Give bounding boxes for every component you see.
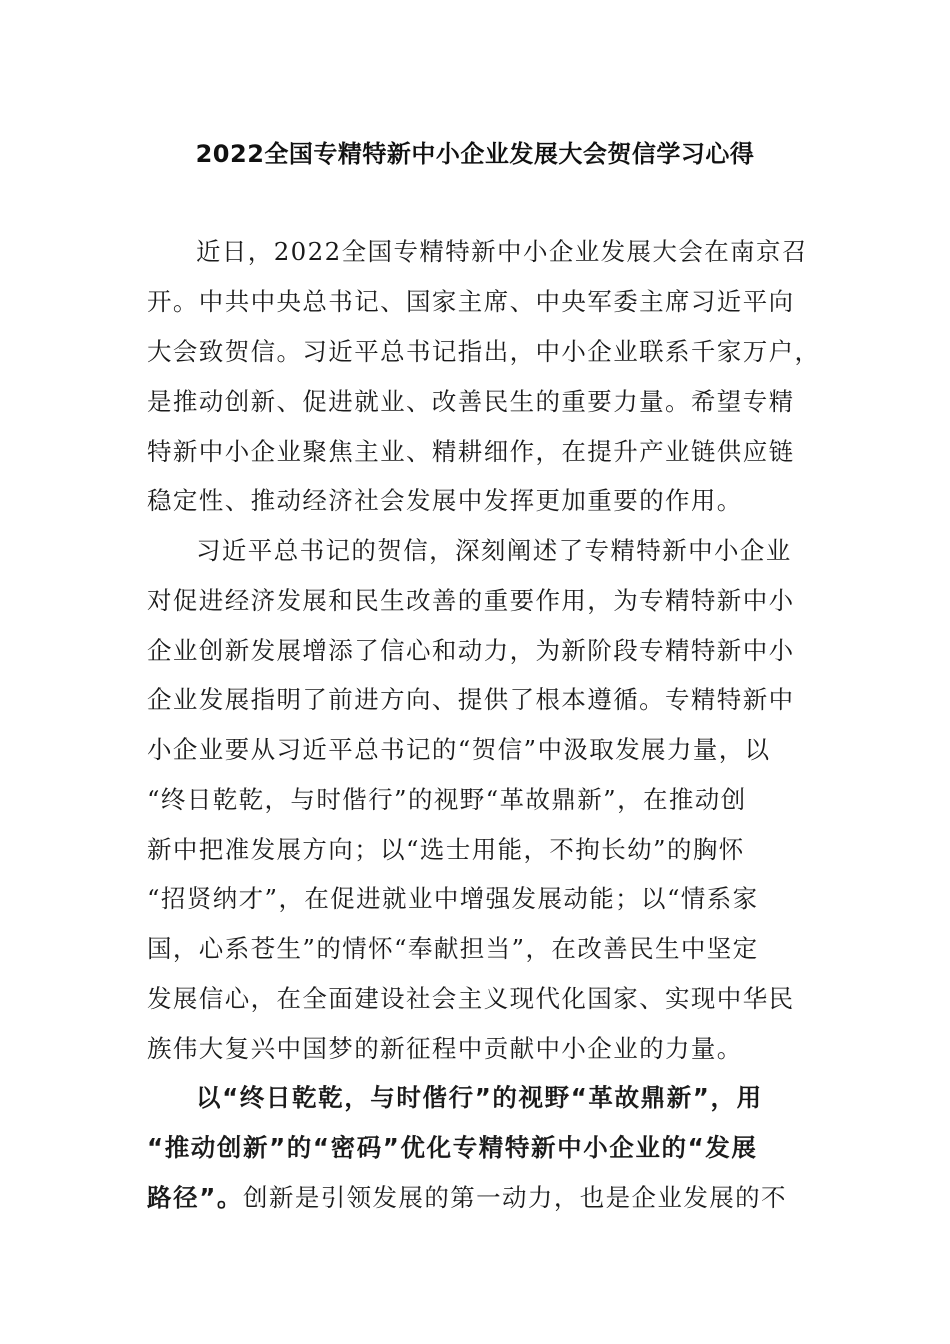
paragraph-line: 是推动创新、促进就业、改善民生的重要力量。希望专精	[147, 387, 795, 416]
paragraph-line: 族伟大复兴中国梦的新征程中贡献中小企业的力量。	[147, 1034, 743, 1063]
paragraph-line	[147, 1173, 803, 1223]
paragraph-line: 新中把准发展方向；以“选士用能，不拘长幼”的胸怀	[147, 835, 745, 864]
section-heading-line: “推动创新”的“密码”优化专精特新中小企业的“发展	[147, 1133, 758, 1162]
paragraph-line: 特新中小企业聚焦主业、精耕细作，在提升产业链供应链	[147, 437, 795, 466]
paragraph-line: “招贤纳才”，在促进就业中增强发展动能；以“情系家	[147, 884, 759, 913]
paragraph-line: 企业创新发展增添了信心和动力，为新阶段专精特新中小	[147, 636, 795, 665]
paragraph-text: 创新是引领发展的第一动力，也是企业发展的不	[243, 1183, 787, 1212]
paragraph-line: 稳定性、推动经济社会发展中发挥更加重要的作用。	[147, 486, 743, 515]
paragraph-line: 企业发展指明了前进方向、提供了根本遵循。专精特新中	[147, 685, 795, 714]
document-title: 2022全国专精特新中小企业发展大会贺信学习心得	[195, 140, 755, 168]
paragraph-line: 发展信心，在全面建设社会主义现代化国家、实现中华民	[147, 984, 795, 1013]
paragraph-line: 近日，2022全国专精特新中小企业发展大会在南京召	[196, 237, 808, 266]
paragraph-line: “终日乾乾，与时偕行”的视野“革故鼎新”，在推动创	[147, 785, 747, 814]
paragraph-line: 开。中共中央总书记、国家主席、中央军委主席习近平向	[147, 287, 795, 316]
paragraph-line: 习近平总书记的贺信，深刻阐述了专精特新中小企业	[196, 536, 792, 565]
paragraph-line: 小企业要从习近平总书记的“贺信”中汲取发展力量，以	[147, 735, 771, 764]
section-heading-tail: 路径”。	[147, 1183, 244, 1212]
paragraph-line: 国，心系苍生”的情怀“奉献担当”，在改善民生中坚定	[147, 934, 759, 963]
paragraph-line: 对促进经济发展和民生改善的重要作用，为专精特新中小	[147, 586, 795, 615]
section-heading-line: 以“终日乾乾，与时偕行”的视野“革故鼎新”，用	[196, 1083, 763, 1112]
paragraph-line: 大会致贺信。习近平总书记指出，中小企业联系千家万户，	[147, 337, 821, 366]
